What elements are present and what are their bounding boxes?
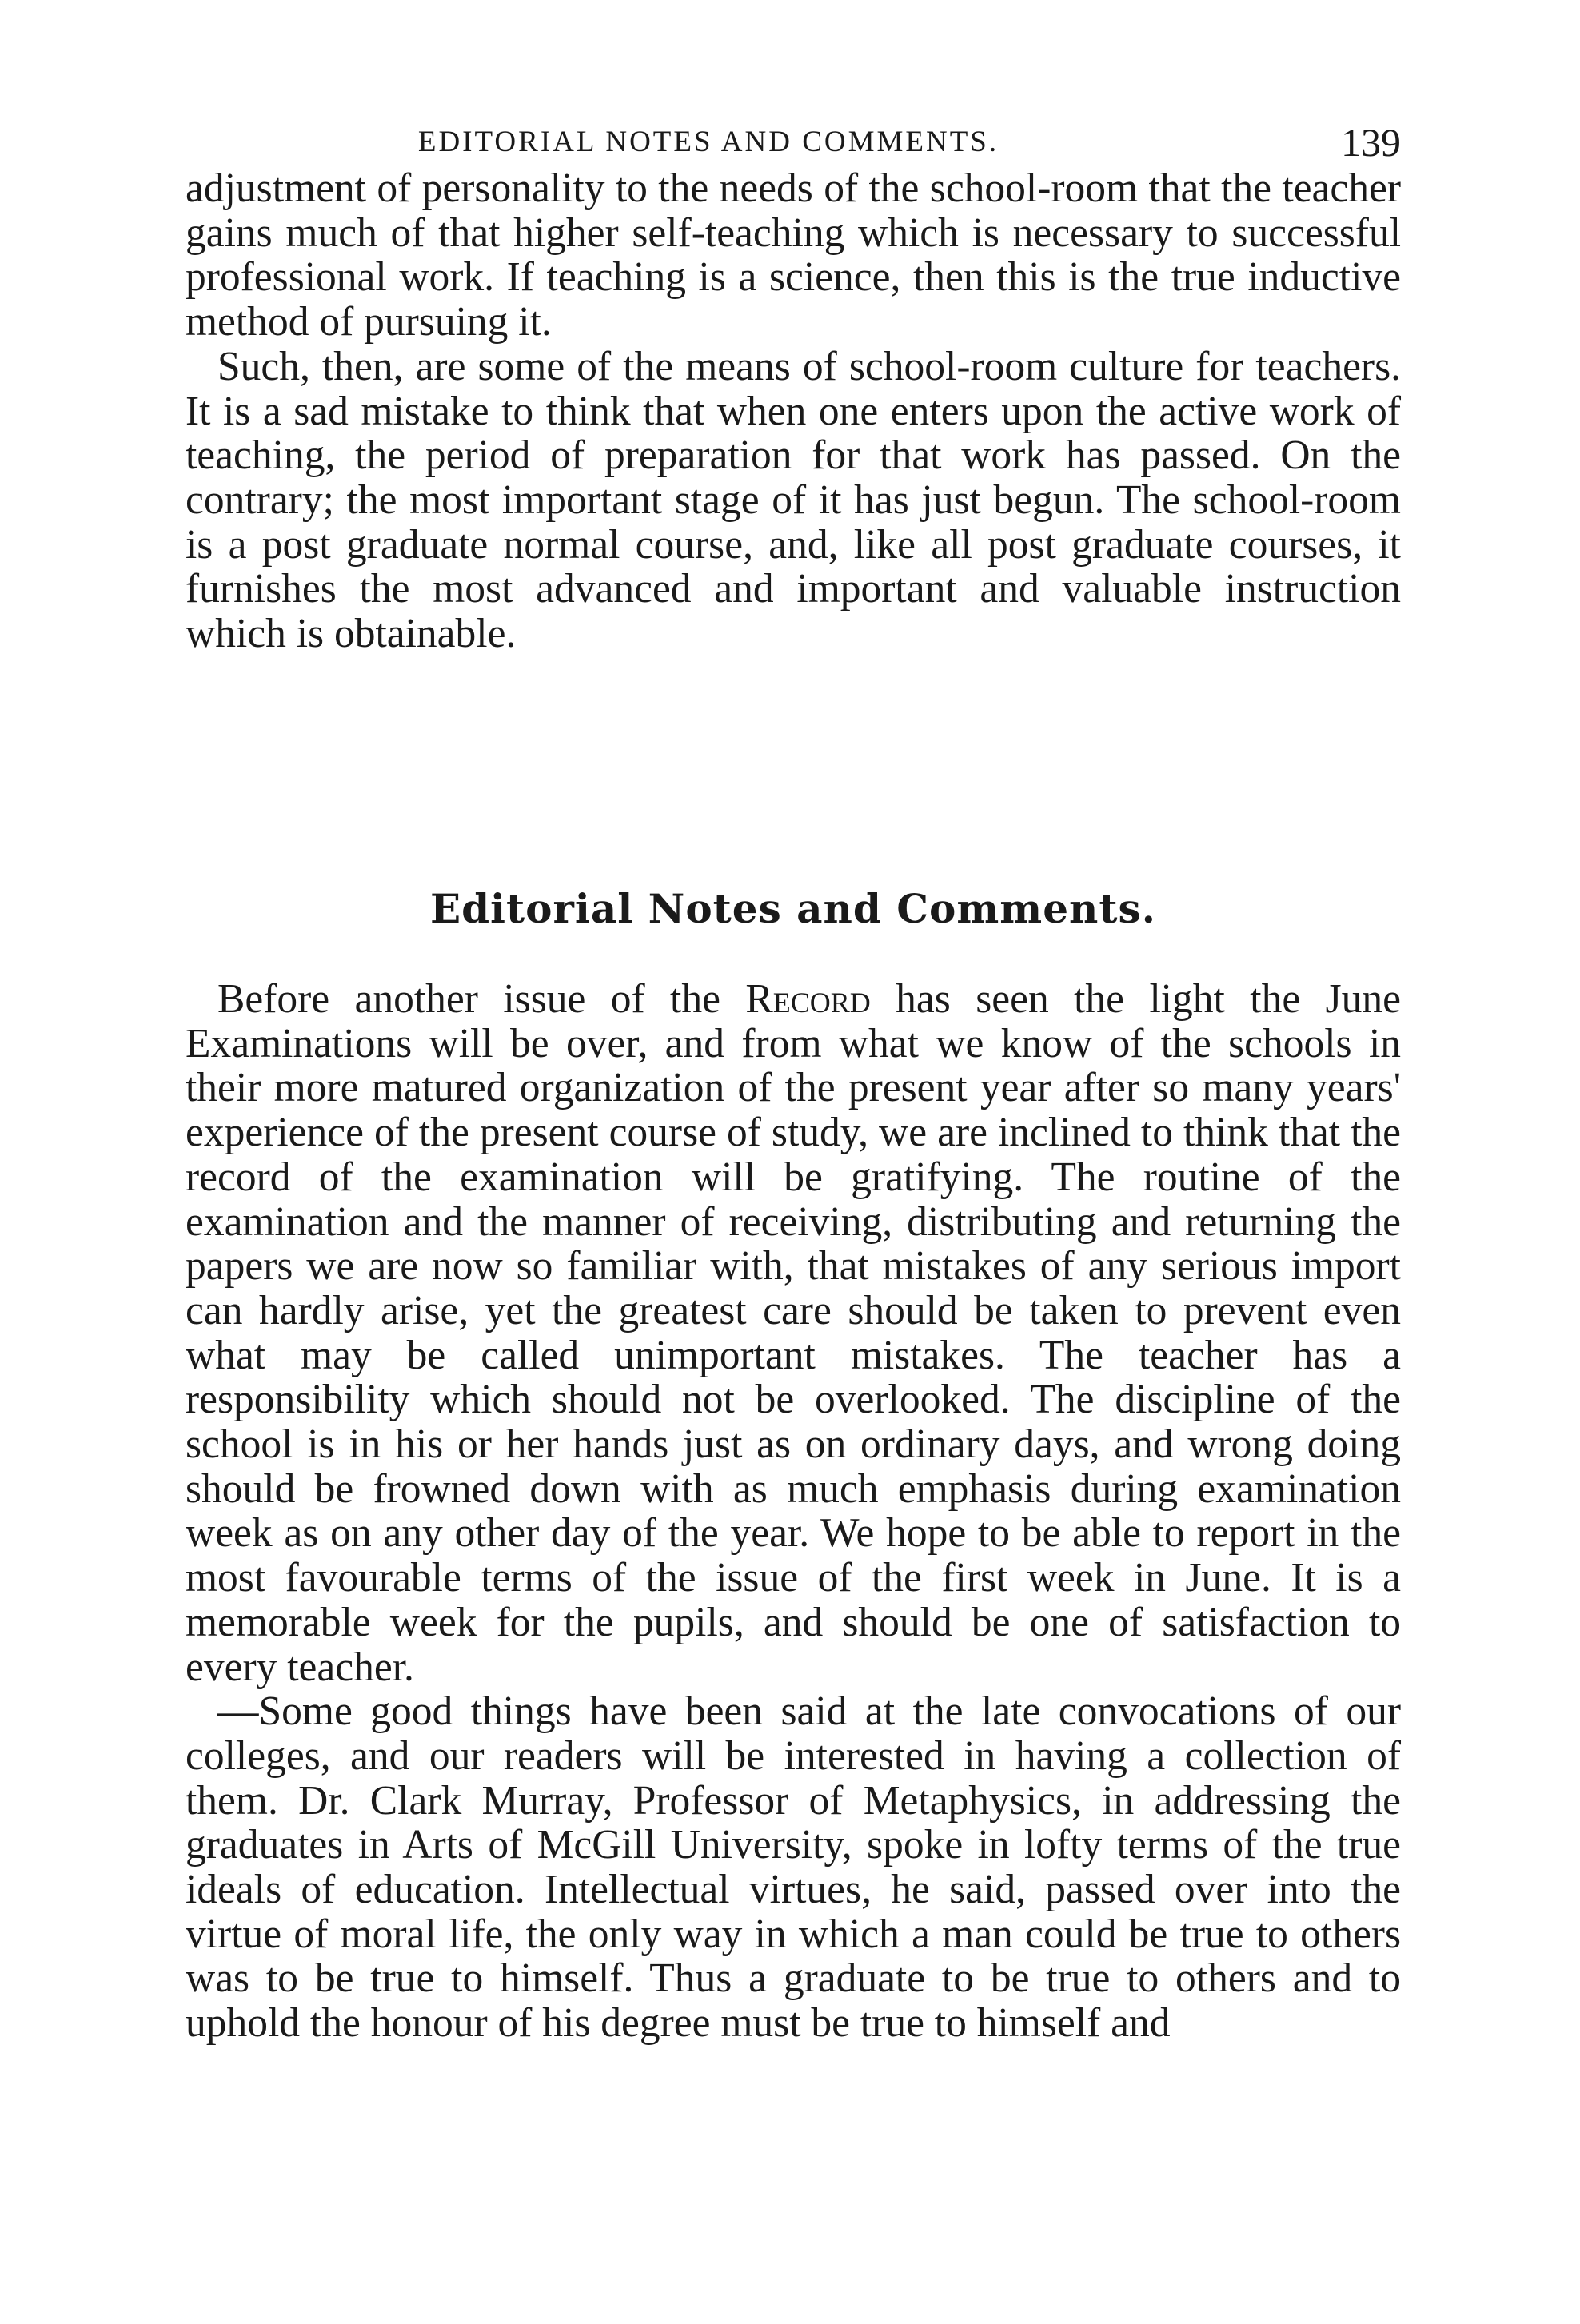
paragraph-1-after: has seen the light the June Examinations will be over, and from what we know of the schools in their more matured organization of the present year after so many years' experience of the present course of study, we are inclined to think that the record of the examination will be gratifying. The routine of the examination and the manner of receiving, distributing and returning the papers we are now so familiar with, that mistakes of any serious import can hardly arise, yet the greatest care should be taken to prevent even what may be called unimportant mistakes. The teacher has a responsibility which should not be overlooked. The discipline of the school is in his or her hands just as on ordinary days, and wrong doing should be frowned down with as much emphasis during examination week as on any other day of the year. We hope to be able to report in the most favourable terms of the issue of the first week in June. It is a memorable week for the pupils, and should be one of satisfaction to every teacher. [186, 976, 1401, 1690]
section-paragraph-2: —Some good things have been said at the late convocations of our colleges, and our readers will be interested in having a collection of them. Dr. Clark Murray, Professor of Metaphysics, in addressing the graduates in Arts of McGill University, spoke in lofty terms of the true ideals of education. Intellectual virtues, he said, passed over into the virtue of moral life, the only way in which a man could be true to others was to be true to himself. Thus a graduate to be true to others and to uphold the honour of his degree must be true to himself and [186, 1688, 1401, 2047]
page-number: 139 [1341, 120, 1401, 165]
running-head [189, 118, 1401, 166]
continued-text [186, 166, 1401, 656]
section-body [186, 977, 1401, 2046]
continued-paragraph-1: adjustment of personality to the needs of the school-room that the teacher gains much of that higher self-teaching which is necessary to successful professional work. If teaching is a science, then this is the true inductive method of pursuing it. [186, 165, 1401, 345]
section-heading: Editorial Notes and Comments. [429, 885, 1157, 932]
record-title: Record [745, 976, 871, 1022]
running-title: EDITORIAL NOTES AND COMMENTS. [417, 126, 999, 158]
continued-paragraph-2: Such, then, are some of the means of school-room culture for teachers. It is a sad mistake to think that when one enters upon the active work of teaching, the period of preparation for that work has passed. On the contrary; the most important stage of it has just begun. The school-room is a post graduate normal course, and, like all post graduate courses, it furnishes the most advanced and important and valuable instruction which is obtainable. [186, 343, 1401, 657]
paragraph-1-before: Before another issue of the [217, 976, 746, 1022]
section-paragraph-1 [186, 977, 1401, 1689]
